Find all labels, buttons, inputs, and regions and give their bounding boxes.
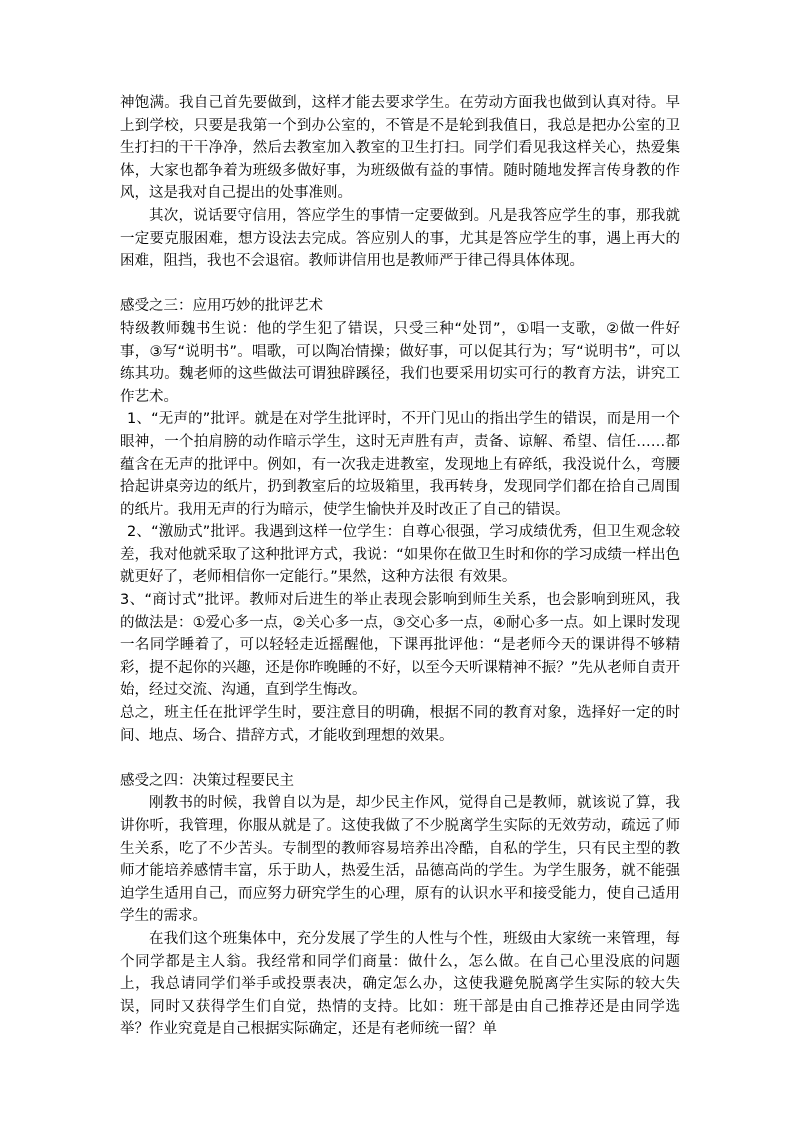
section3-item-3: 3、“商讨式”批评。教师对后进生的举止表现会影响到师生关系，也会影响到班风，我的做法是：①爱心多一点，②关心多一点，③交心多一点，④耐心多一点。如上课时发现一名同学睡着了，可以轻轻走近摇醒他，下课再批评他：“是老师今天的课讲得不够精彩，提不起你的兴趣，还是你昨晚睡的不好，以至今天听课精神不振？”先从老师自责开始，经过交流、沟通，直到学生悔改。 [120, 592, 680, 699]
section3-item-1: 1、“无声的”批评。就是在对学生批评时，不开门见山的指出学生的错误，而是用一个眼神，一个拍肩膀的动作暗示学生，这时无声胜有声，责备、谅解、希望、信任……都蕴含在无声的批评中。例如，有一次我走进教室，发现地上有碎纸，我没说什么，弯腰拾起讲桌旁边的纸片，扔到教室后的垃圾箱里，我再转身，发现同学们都在拾自己周围的纸片。我用无声的行为暗示，使学生愉快并及时改正了自己的错误。 [120, 411, 680, 518]
section4-paragraph-1: 刚教书的时候，我曾自以为是，却少民主作风，觉得自己是教师，就该说了算，我讲你听，我管理，你服从就是了。这使我做了不少脱离学生实际的无效劳动，疏远了师生关系，吃了不少苦头。专制型的教师容易培养出冷酷，自私的学生，只有民主型的教师才能培养感情丰富，乐于助人，热爱生活，品德高尚的学生。为学生服务，就不能强迫学生适用自己，而应努力研究学生的心理，原有的认识水平和接受能力，使自己适用学生的需求。 [120, 795, 680, 925]
intro-paragraph-2: 其次，说话要守信用，答应学生的事情一定要做到。凡是我答应学生的事，那我就一定要克服困难，想方设法去完成。答应别人的事，尤其是答应学生的事，遇上再大的困难，阻挡，我也不会退宿。教师讲信用也是教师严于律己得具体体现。 [120, 207, 680, 270]
intro-paragraph-1: 神饱满。我自己首先要做到，这样才能去要求学生。在劳动方面我也做到认真对待。早上到学校，只要是我第一个到办公室的，不管是不是轮到我值日，我总是把办公室的卫生打扫的干干净净，然后去教室加入教室的卫生打扫。同学们看见我这样关心，热爱集体，大家也都争着为班级多做好事，为班级做有益的事情。随时随地发挥言传身教的作风，这是我对自己提出的处事准则。 [120, 95, 680, 202]
section3-summary: 总之，班主任在批评学生时，要注意目的明确，根据不同的教育对象，选择好一定的时间、地点、场合、措辞方式，才能收到理想的效果。 [120, 705, 680, 744]
section3-heading: 感受之三：应用巧妙的批评艺术 [120, 298, 323, 315]
document-page [120, 92, 680, 1041]
section3-item-2: 2、“激励式”批评。我遇到这样一位学生：自尊心很强，学习成绩优秀，但卫生观念较差，我对他就采取了这种批评方式，我说：“如果你在做卫生时和你的学习成绩一样出色就更好了，老师相信你一定能行。”果然，这种方法很 有效果。 [120, 524, 680, 586]
section4-heading: 感受之四：决策过程要民主 [120, 772, 294, 789]
section4-paragraph-2: 在我们这个班集体中，充分发展了学生的人性与个性，班级由大家统一来管理，每个同学都是主人翁。我经常和同学们商量：做什么，怎么做。在自己心里没底的问题上，我总请同学们举手或投票表决，确定怎么办，这使我避免脱离学生实际的较大失误，同时又获得学生们自觉，热情的支持。比如：班干部是由自己推荐还是由同学选举？作业究竟是自己根据实际确定，还是有老师统一留？单 [120, 930, 680, 1038]
spacer [120, 273, 680, 296]
section3-paragraph-1: 特级教师魏书生说：他的学生犯了错误，只受三种“处罚”，①唱一支歌，②做一件好事，③写“说明书”。唱歌，可以陶冶情操；做好事，可以促其行为；写“说明书”，可以练其功。魏老师的这些做法可谓独辟蹊径，我们也要采用切实可行的教育方法，讲究工作艺术。 [120, 320, 680, 405]
spacer [120, 747, 680, 770]
